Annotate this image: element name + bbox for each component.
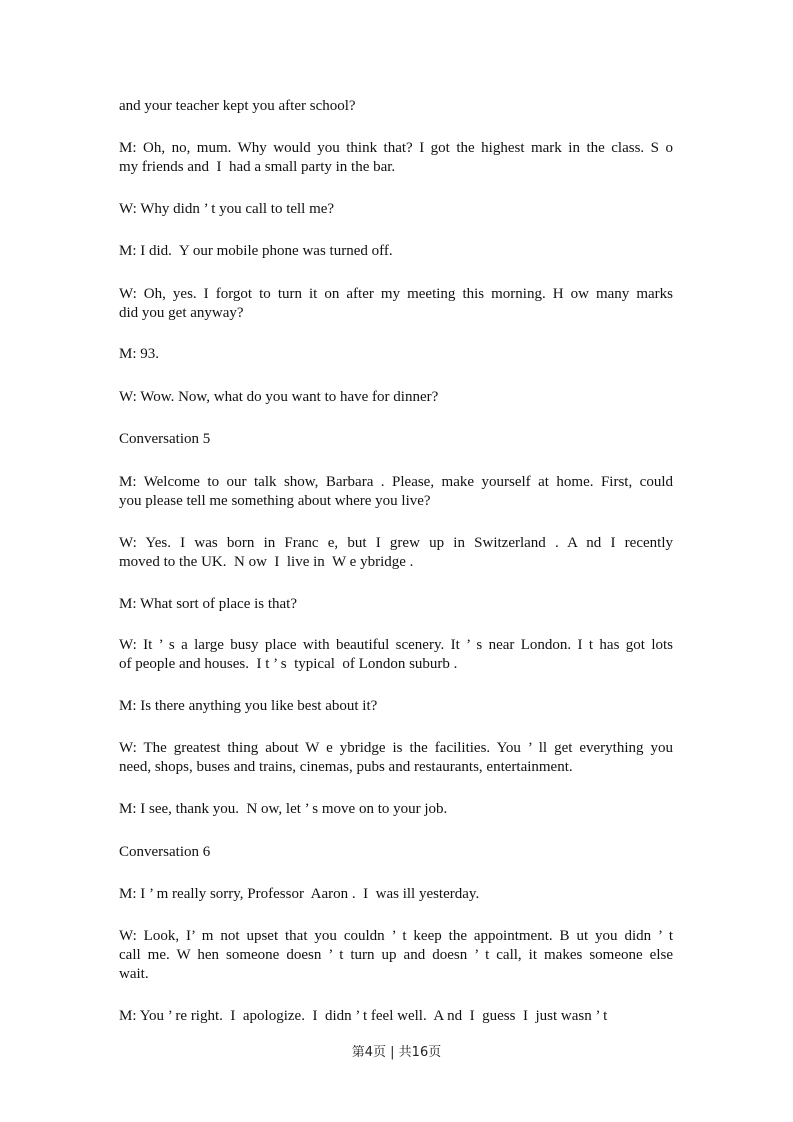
dialogue-paragraph: [119, 139, 673, 177]
dialogue-paragraph: [119, 636, 673, 674]
text-line: M: Welcome to our talk show, Barbara . Please, make yourself at home. First, could: [119, 474, 673, 490]
dialogue-paragraph: [119, 595, 673, 614]
dialogue-paragraph: [119, 927, 673, 984]
text-line: W: Look, I’ m not upset that you couldn ’ t keep the appointment. B ut you didn ’ t: [119, 928, 673, 944]
text-line: W: Why didn ’ t you call to tell me?: [119, 201, 335, 217]
text-line: my friends and I had a small party in the bar.: [119, 159, 396, 175]
section-heading: [119, 843, 673, 862]
text-line: M: Oh, no, mum. Why would you think that? I got the highest mark in the class. S o: [119, 140, 673, 156]
text-line: Conversation 5: [119, 431, 211, 447]
text-line: W: Oh, yes. I forgot to turn it on after my meeting this morning. H ow many marks: [119, 286, 673, 302]
dialogue-paragraph: [119, 242, 673, 261]
section-heading: [119, 430, 673, 449]
dialogue-paragraph: [119, 697, 673, 716]
dialogue-paragraph: [119, 739, 673, 777]
text-line: M: I ’ m really sorry, Professor Aaron . I was ill yesterday.: [119, 886, 480, 902]
dialogue-paragraph: [119, 1007, 673, 1026]
text-line: W: It ’ s a large busy place with beautiful scenery. It ’ s near London. I t has got lots: [119, 637, 673, 653]
text-line: M: 93.: [119, 346, 160, 362]
dialogue-paragraph: [119, 345, 673, 364]
text-line: call me. W hen someone doesn ’ t turn up and doesn ’ t call, it makes someone else: [119, 947, 673, 963]
text-line: you please tell me something about where you live?: [119, 493, 431, 509]
dialogue-paragraph: [119, 534, 673, 572]
text-line: and your teacher kept you after school?: [119, 98, 356, 114]
dialogue-paragraph: [119, 388, 673, 407]
page-footer: 第4页 | 共16页: [351, 1045, 442, 1060]
dialogue-paragraph: [119, 885, 673, 904]
text-line: W: The greatest thing about W e ybridge is the facilities. You ’ ll get everything you: [119, 740, 673, 756]
text-line: M: I see, thank you. N ow, let ’ s move on to your job.: [119, 801, 448, 817]
dialogue-paragraph: [119, 200, 673, 219]
text-line: of people and houses. I t ’ s typical of London suburb .: [119, 656, 458, 672]
dialogue-paragraph: [119, 800, 673, 819]
text-line: W: Wow. Now, what do you want to have for dinner?: [119, 389, 439, 405]
text-line: did you get anyway?: [119, 305, 244, 321]
dialogue-paragraph: [119, 473, 673, 511]
text-line: M: You ’ re right. I apologize. I didn ’ t feel well. A nd I guess I just wasn ’ t: [119, 1008, 608, 1024]
text-line: M: Is there anything you like best about it?: [119, 698, 378, 714]
text-line: wait.: [119, 966, 149, 982]
dialogue-paragraph: [119, 285, 673, 323]
text-line: W: Yes. I was born in Franc e, but I grew up in Switzerland . A nd I recently: [119, 535, 673, 551]
text-line: need, shops, buses and trains, cinemas, pubs and restaurants, entertainment.: [119, 759, 573, 775]
dialogue-paragraph: [119, 97, 673, 116]
text-line: M: I did. Y our mobile phone was turned off.: [119, 243, 393, 259]
text-line: moved to the UK. N ow I live in W e ybridge .: [119, 554, 414, 570]
text-line: M: What sort of place is that?: [119, 596, 298, 612]
text-line: Conversation 6: [119, 844, 211, 860]
